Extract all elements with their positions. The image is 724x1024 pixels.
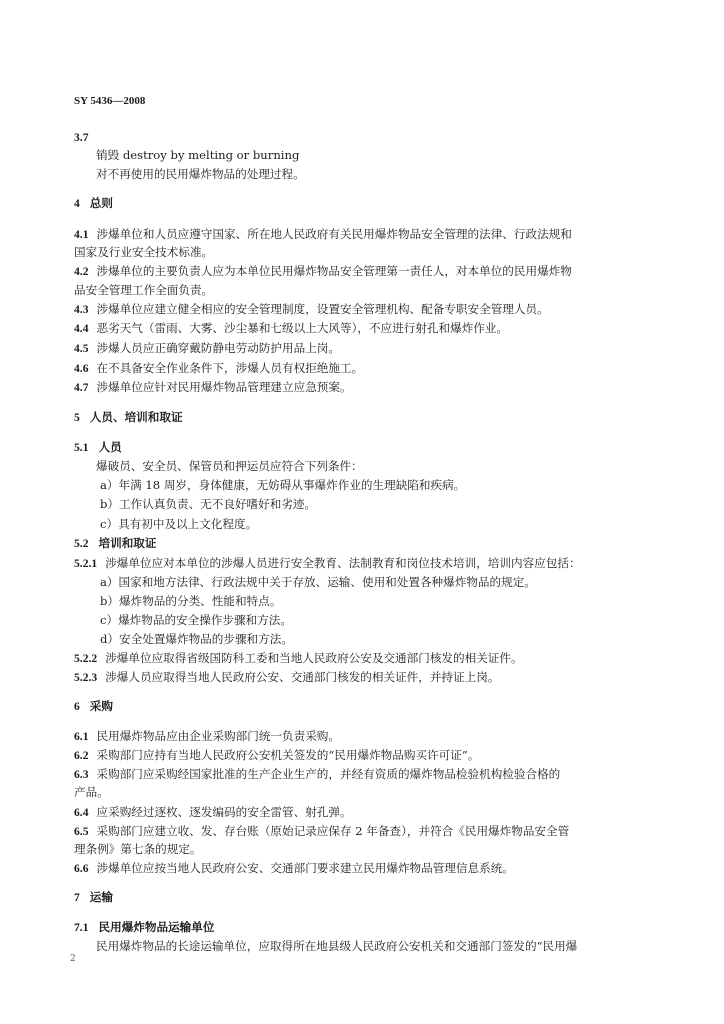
clause-5-2-1-item-c: c）爆炸物品的安全操作步骤和方法。 [100,613,292,627]
clause-3-7-definition: 对不再使用的民用爆炸物品的处理过程。 [96,167,305,181]
clause-6-5-cont: 理条例》第七条的规定。 [74,842,202,856]
clause-6-5: 6.5 采购部门应建立收、发、存台账（原始记录应保存 2 年备查），并符合《民用爆炸物品安全管 [74,824,570,838]
clause-5-2-1-item-b: b）爆炸物品的分类、性能和特点。 [100,594,282,608]
section-6-heading: 6 采购 [74,699,113,713]
clause-6-6: 6.6 涉爆单位应按当地人民政府公安、交通部门要求建立民用爆炸物品管理信息系统。 [74,861,514,875]
clause-6-3: 6.3 采购部门应采购经国家批准的生产企业生产的，并经有资质的爆炸物品检验机构检验合格的 [74,767,561,781]
clause-5-2-3: 5.2.3 涉爆人员应取得当地人民政府公安、交通部门核发的相关证件，并持证上岗。 [74,670,500,684]
clause-5-1-intro: 爆破员、安全员、保管员和押运员应符合下列条件： [96,459,363,473]
clause-3-7-number: 3.7 [74,131,89,144]
clause-4-7: 4.7 涉爆单位应针对民用爆炸物品管理建立应急预案。 [74,380,352,394]
clause-4-2: 4.2 涉爆单位的主要负责人应为本单位民用爆炸物品安全管理第一责任人，对本单位的民用爆炸物 [74,264,572,278]
clause-5-1-item-c: c）具有初中及以上文化程度。 [100,517,258,531]
clause-5-1-item-b: b）工作认真负责、无不良好嗜好和劣迹。 [100,497,317,511]
clause-7-1-heading: 7.1 民用爆炸物品运输单位 [74,920,215,934]
clause-4-1-cont: 国家及行业安全技术标准。 [74,245,214,259]
clause-5-2-heading: 5.2 培训和取证 [74,536,157,550]
clause-4-1: 4.1 涉爆单位和人员应遵守国家、所在地人民政府有关民用爆炸物品安全管理的法律、行政法规和 [74,227,572,241]
clause-6-1: 6.1 民用爆炸物品应由企业采购部门统一负责采购。 [74,729,340,743]
clause-6-4: 6.4 应采购经过逐枚、逐发编码的安全雷管、射孔弹。 [74,805,352,819]
clause-6-2: 6.2 采购部门应持有当地人民政府公安机关签发的“民用爆炸物品购买许可证”。 [74,748,480,762]
clause-4-2-cont: 品安全管理工作全面负责。 [74,283,214,297]
clause-4-6: 4.6 在不具备安全作业条件下，涉爆人员有权拒绝施工。 [74,361,364,375]
section-5-heading: 5 人员、培训和取证 [74,410,183,424]
clause-4-5: 4.5 涉爆人员应正确穿戴防静电劳动防护用品上岗。 [74,341,340,355]
clause-5-2-2: 5.2.2 涉爆单位应取得省级国防科工委和当地人民政府公安及交通部门核发的相关证件。 [74,651,523,665]
standard-code-header: SY 5436—2008 [74,95,146,107]
clause-5-2-1-item-a: a）国家和地方法律、行政法规中关于存放、运输、使用和处置各种爆炸物品的规定。 [100,575,536,589]
clause-7-1-text: 民用爆炸物品的长途运输单位，应取得所在地县级人民政府公安机关和交通部门签发的“民用爆 [96,939,578,953]
clause-5-1-heading: 5.1 人员 [74,440,122,454]
section-7-heading: 7 运输 [74,890,113,904]
clause-5-2-1: 5.2.1 涉爆单位应对本单位的涉爆人员进行安全教育、法制教育和岗位技术培训，培训内容应包括： [74,556,581,570]
clause-3-7-term: 销毁 destroy by melting or burning [96,148,300,162]
clause-5-1-item-a: a）年满 18 周岁，身体健康，无妨碍从事爆炸作业的生理缺陷和疾病。 [100,478,466,492]
clause-4-3: 4.3 涉爆单位应建立健全相应的安全管理制度，设置安全管理机构、配备专职安全管理人员。 [74,302,549,316]
clause-4-4: 4.4 恶劣天气（雷雨、大雾、沙尘暴和七级以上大风等），不应进行射孔和爆炸作业。 [74,321,509,335]
clause-5-2-1-item-d: d）安全处置爆炸物品的步骤和方法。 [100,632,293,646]
section-4-heading: 4 总则 [74,196,113,210]
clause-6-3-cont: 产品。 [74,785,109,799]
page-number: 2 [70,954,76,964]
